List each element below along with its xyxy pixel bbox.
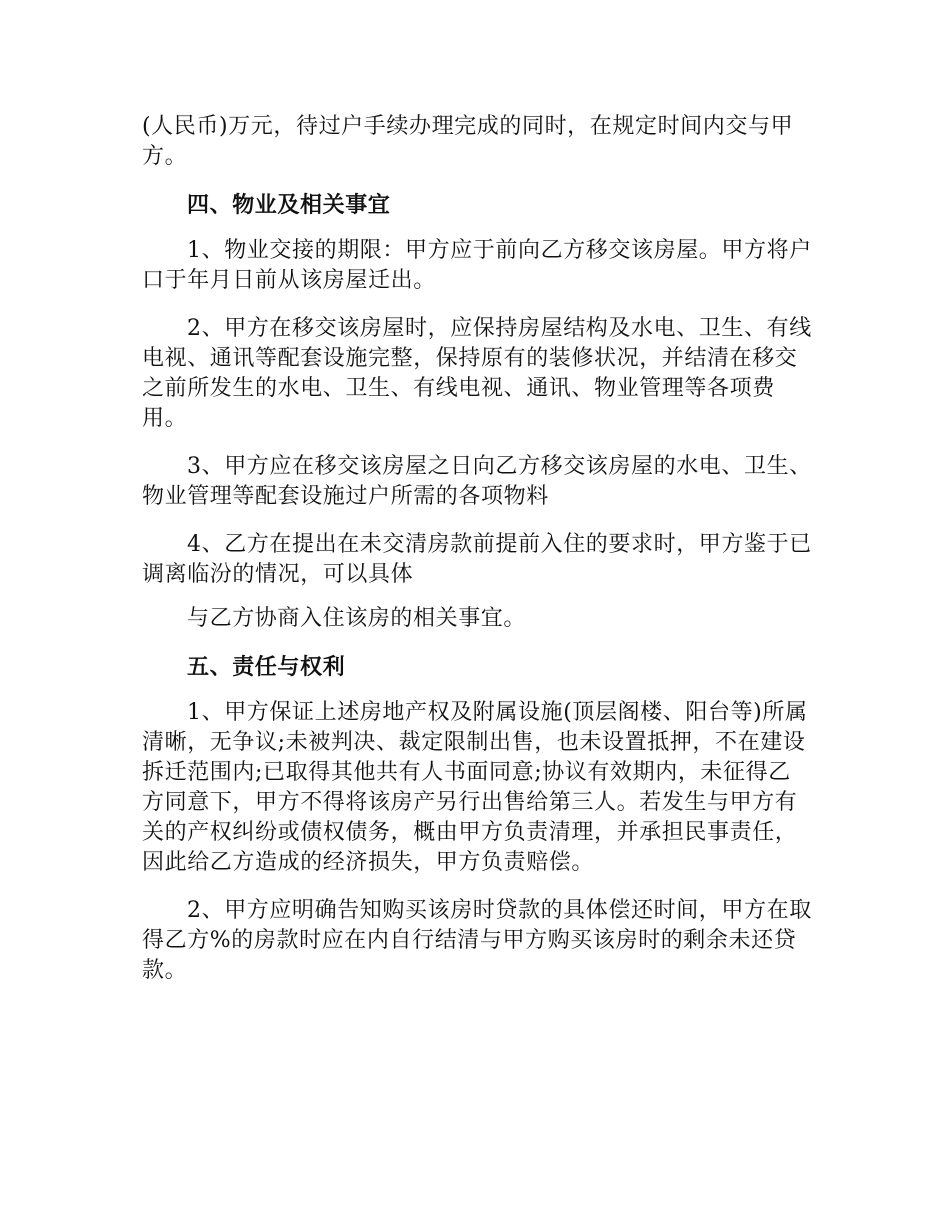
paragraph-loan-repayment: 2、甲方应明确告知购买该房时贷款的具体偿还时间，甲方在取得乙方%的房款时应在内自行结清与甲方购买该房时的剩余未还贷款。	[142, 898, 812, 983]
paragraph-handover-deadline: 1、物业交接的期限：甲方应于前向乙方移交该房屋。甲方将户口于年月日前从该房屋迁出。	[142, 238, 812, 293]
paragraph-transfer-materials: 3、甲方应在移交该房屋之日向乙方移交该房屋的水电、卫生、物业管理等配套设施过户所需的各项物料	[142, 454, 812, 509]
paragraph-handover-condition: 2、甲方在移交该房屋时，应保持房屋结构及水电、卫生、有线电视、通讯等配套设施完整，保持原有的装修状况，并结清在移交之前所发生的水电、卫生、有线电视、通讯、物业管理等各项费用。	[142, 316, 812, 431]
paragraph-payment-continuation: (人民币)万元，待过户手续办理完成的同时，在规定时间内交与甲方。	[142, 114, 794, 169]
paragraph-title-warranty: 1、甲方保证上述房地产权及附属设施(顶层阁楼、阳台等)所属清晰，无争议;未被判决、裁定限制出售，也未设置抵押，不在建设拆迁范围内;已取得其他共有人书面同意;协议有效期内，未征得乙方同意下，甲方不得将该房产另行出售给第三人。若发生与甲方有关的产权纠纷或债权债务，概由甲方负责清理，并承担民事责任，因此给乙方造成的经济损失，甲方负责赔偿。	[142, 700, 808, 875]
paragraph-early-occupancy-continued: 与乙方协商入住该房的相关事宜。	[187, 606, 527, 631]
paragraph-early-occupancy: 4、乙方在提出在未交清房款前提前入住的要求时，甲方鉴于已调离临汾的情况，可以具体	[142, 532, 812, 587]
section-heading-property-matters: 四、物业及相关事宜	[187, 192, 391, 218]
document-body	[142, 112, 812, 1004]
section-heading-liabilities-rights: 五、责任与权利	[187, 654, 346, 680]
